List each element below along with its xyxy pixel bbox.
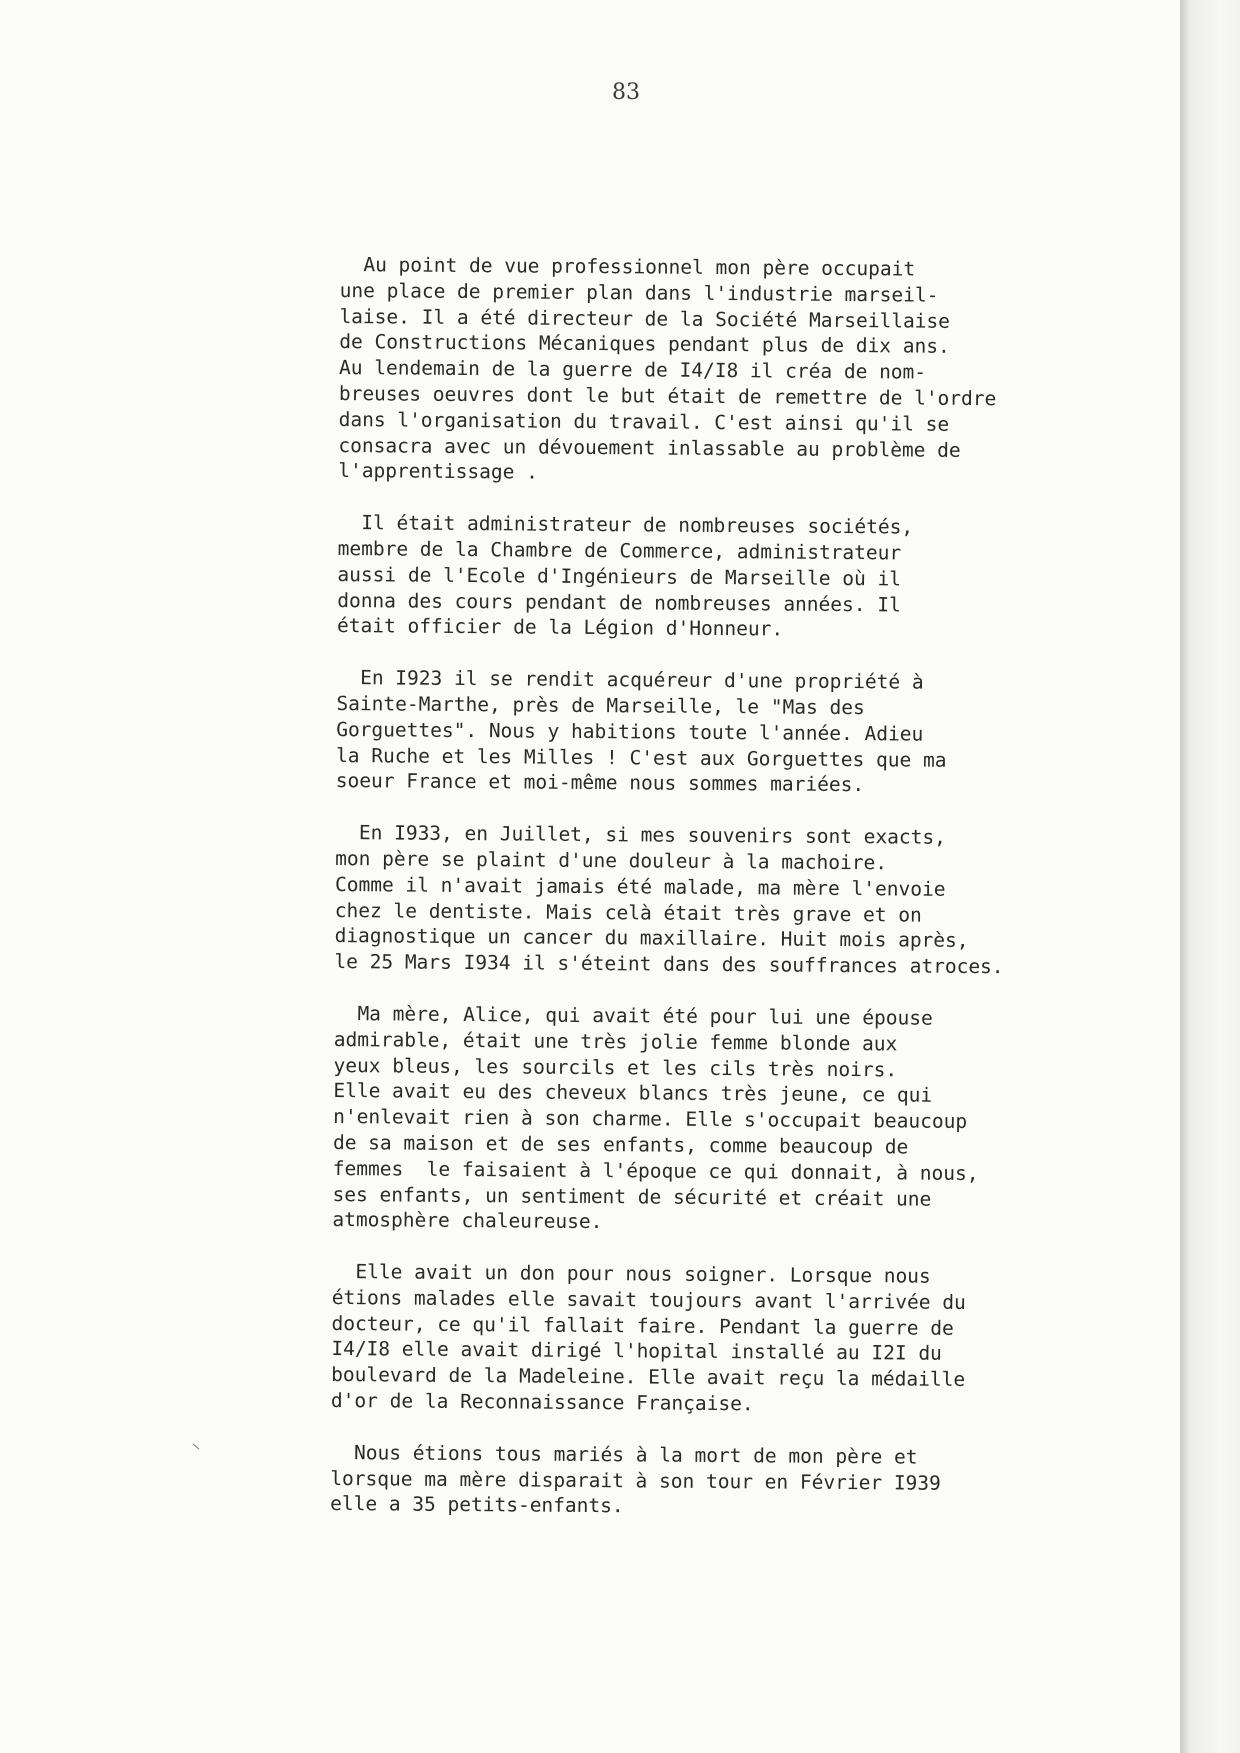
paragraph-2 — [337, 510, 1118, 645]
text-line: admirable, était une très jolie femme blonde aux — [333, 1027, 898, 1056]
text-line: de sa maison et de ses enfants, comme beaucoup de — [332, 1130, 909, 1159]
text-line: Au point de vue professionnel mon père occupait — [339, 252, 916, 281]
text-line: chez le dentiste. Mais celà était très grave et on — [334, 898, 922, 927]
text-line: femmes le faisaient à l'époque ce qui donnait, à nous, — [332, 1156, 979, 1185]
text-line: Sainte-Marthe, près de Marseille, le "Mas des — [336, 691, 865, 720]
page-number: 83 — [612, 80, 640, 105]
text-line: Ma mère, Alice, qui avait été pour lui une épouse — [333, 1001, 933, 1030]
text-line: breuses oeuvres dont le but était de remettre de l'ordre — [338, 381, 997, 411]
text-line: lorsque ma mère disparait à son tour en Février I939 — [330, 1466, 941, 1495]
text-line: le 25 Mars I934 il s'éteint dans des souffrances atroces. — [334, 950, 1004, 979]
text-line: laise. Il a été directeur de la Société Marseillaise — [339, 304, 951, 333]
text-line: une place de premier plan dans l'industrie marseil- — [339, 278, 939, 307]
text-line: boulevard de la Madeleine. Elle avait reçu la médaille — [331, 1363, 966, 1392]
text-line: dans l'organisation du travail. C'est ainsi qu'il se — [338, 407, 950, 436]
text-line: de Constructions Mécaniques pendant plus de dix ans. — [339, 330, 950, 359]
text-line: étions malades elle savait toujours avant l'arrivée du — [331, 1285, 966, 1314]
text-line: mon père se plaint d'une douleur à la machoire. — [335, 846, 888, 875]
paragraph-6 — [331, 1259, 1112, 1420]
text-line: consacra avec un dévouement inlassable au problème de — [338, 433, 961, 462]
text-line: diagnostique un cancer du maxillaire. Huit mois après, — [334, 924, 969, 953]
text-line: donna des cours pendant de nombreuses années. Il — [337, 588, 901, 616]
text-line: était officier de la Légion d'Honneur. — [336, 614, 784, 641]
text-line: Elle avait un don pour nous soigner. Lorsque nous — [331, 1260, 931, 1288]
page-edge-shadow — [1180, 0, 1240, 1753]
text-line: yeux bleus, les sourcils et les cils très noirs. — [333, 1053, 898, 1081]
text-line: En I923 il se rendit acquéreur d'une propriété à — [336, 666, 924, 694]
paragraph-4 — [334, 820, 1115, 981]
text-line: aussi de l'Ecole d'Ingénieurs de Marseille où il — [337, 562, 902, 591]
text-line: En I933, en Juillet, si mes souvenirs sont exacts, — [335, 821, 946, 849]
text-line: elle a 35 petits-enfants. — [330, 1492, 624, 1518]
text-line: la Ruche et les Milles ! C'est aux Gorguettes que ma — [335, 743, 947, 772]
text-line: Comme il n'avait jamais été malade, ma mère l'envoie — [334, 872, 946, 901]
text-line: ses enfants, un sentiment de sécurité et créait une — [332, 1182, 932, 1211]
paragraph-5 — [332, 1001, 1114, 1239]
stray-pen-mark — [193, 1444, 200, 1450]
text-line: Nous étions tous mariés à la mort de mon père et — [330, 1440, 918, 1469]
text-line: atmosphère chaleureuse. — [332, 1208, 603, 1234]
text-line: docteur, ce qu'il fallait faire. Pendant la guerre de — [331, 1311, 954, 1340]
text-line: Au lendemain de la guerre de I4/I8 il créa de nom- — [339, 356, 927, 384]
text-line: soeur France et moi-même nous sommes mariées. — [335, 769, 865, 797]
text-line: Il était administrateur de nombreuses sociétés, — [337, 511, 914, 539]
text-line: n'enlevait rien à son charme. Elle s'occupait beaucoup — [333, 1105, 968, 1134]
text-line: membre de la Chambre de Commerce, administrateur — [337, 536, 902, 565]
paragraph-7 — [330, 1440, 1111, 1524]
text-line: l'apprentissage . — [338, 459, 538, 484]
text-line: Elle avait eu des cheveux blancs très jeune, ce qui — [333, 1079, 933, 1107]
paragraph-3 — [336, 665, 1117, 800]
text-line: I4/I8 elle avait dirigé l'hopital installé au I2I du — [331, 1337, 942, 1366]
paragraph-1 — [338, 252, 1120, 490]
text-line: d'or de la Reconnaissance Française. — [330, 1389, 754, 1416]
text-line: Gorguettes". Nous y habitions toute l'année. Adieu — [336, 717, 924, 746]
body-text — [330, 252, 1120, 1549]
